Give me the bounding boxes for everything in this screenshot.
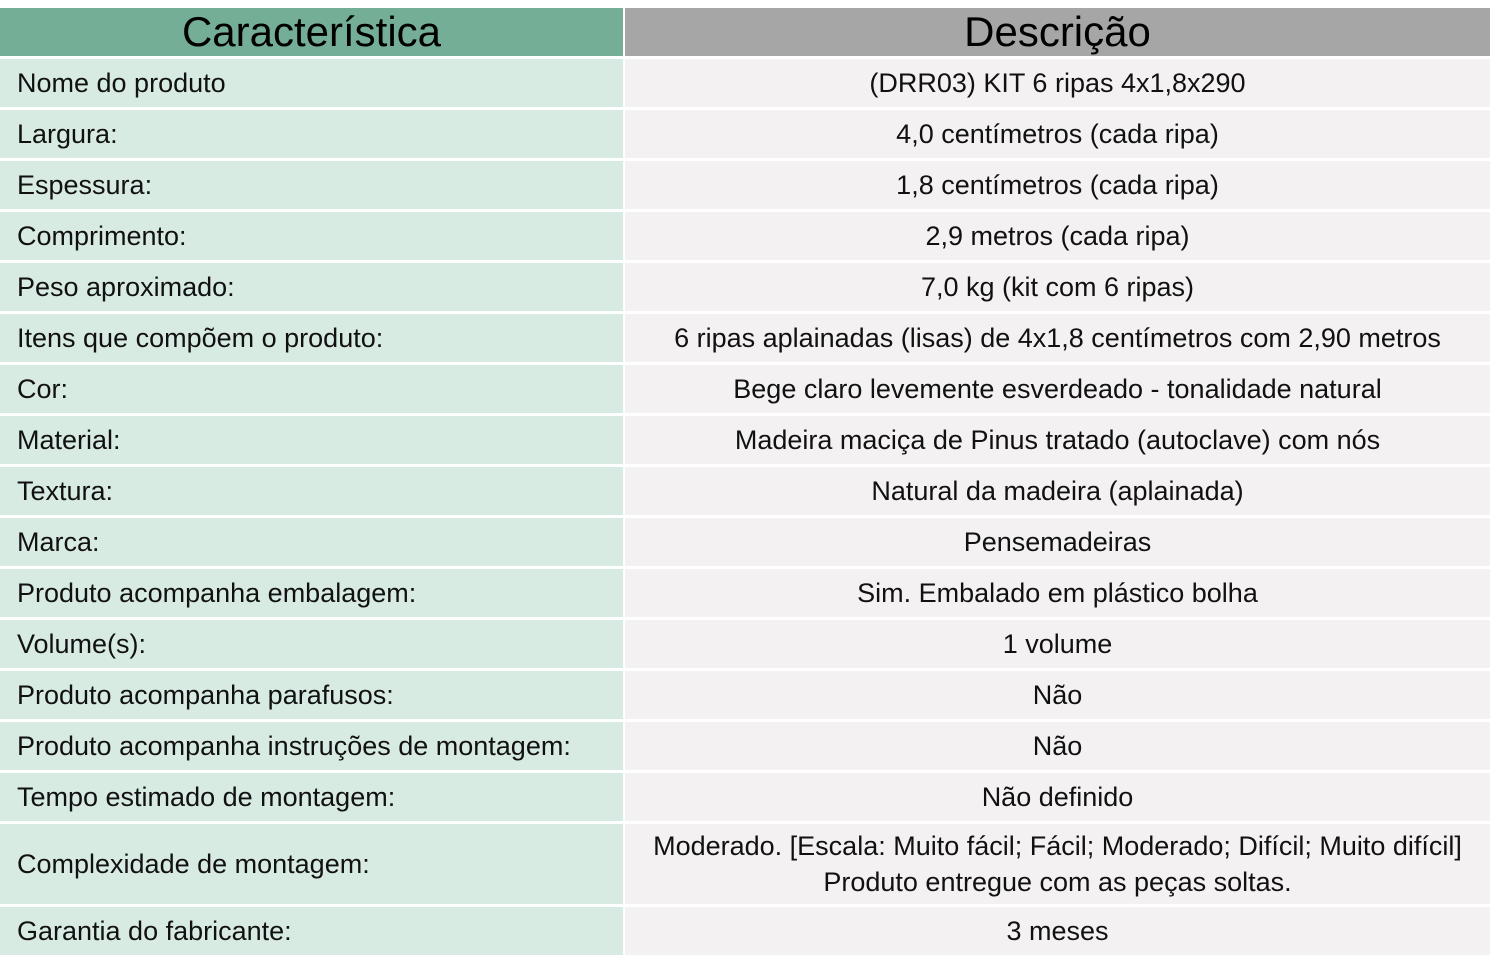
feature-cell: Tempo estimado de montagem: <box>0 770 625 821</box>
table-row <box>0 904 1490 955</box>
feature-cell: Cor: <box>0 362 625 413</box>
feature-cell: Marca: <box>0 515 625 566</box>
table-row <box>0 209 1490 260</box>
description-cell: (DRR03) KIT 6 ripas 4x1,8x290 <box>625 56 1490 107</box>
feature-cell: Textura: <box>0 464 625 515</box>
specs-table <box>0 8 1490 955</box>
table-row <box>0 821 1490 904</box>
table-row <box>0 56 1490 107</box>
feature-cell: Espessura: <box>0 158 625 209</box>
table-row <box>0 260 1490 311</box>
description-cell: Natural da madeira (aplainada) <box>625 464 1490 515</box>
table-row <box>0 668 1490 719</box>
table-row <box>0 311 1490 362</box>
description-cell: 3 meses <box>625 904 1490 955</box>
feature-cell: Largura: <box>0 107 625 158</box>
description-cell: 2,9 metros (cada ripa) <box>625 209 1490 260</box>
feature-cell: Garantia do fabricante: <box>0 904 625 955</box>
feature-cell: Itens que compõem o produto: <box>0 311 625 362</box>
description-cell: 4,0 centímetros (cada ripa) <box>625 107 1490 158</box>
feature-cell: Volume(s): <box>0 617 625 668</box>
description-cell: Bege claro levemente esverdeado - tonalidade natural <box>625 362 1490 413</box>
table-row <box>0 107 1490 158</box>
header-description: Descrição <box>625 8 1490 56</box>
description-line: Moderado. [Escala: Muito fácil; Fácil; Moderado; Difícil; Muito difícil] <box>653 831 1462 861</box>
description-cell: 6 ripas aplainadas (lisas) de 4x1,8 centímetros com 2,90 metros <box>625 311 1490 362</box>
feature-cell: Produto acompanha instruções de montagem: <box>0 719 625 770</box>
description-cell: 1 volume <box>625 617 1490 668</box>
description-cell: Sim. Embalado em plástico bolha <box>625 566 1490 617</box>
table-row <box>0 158 1490 209</box>
feature-cell: Comprimento: <box>0 209 625 260</box>
table-row <box>0 464 1490 515</box>
description-cell: 7,0 kg (kit com 6 ripas) <box>625 260 1490 311</box>
table-row <box>0 617 1490 668</box>
description-cell: Não definido <box>625 770 1490 821</box>
table-row <box>0 770 1490 821</box>
feature-cell: Complexidade de montagem: <box>0 821 625 904</box>
description-cell: Madeira maciça de Pinus tratado (autoclave) com nós <box>625 413 1490 464</box>
description-cell <box>625 821 1490 904</box>
description-cell: 1,8 centímetros (cada ripa) <box>625 158 1490 209</box>
table-row <box>0 719 1490 770</box>
table-header-row <box>0 8 1490 56</box>
feature-cell: Peso aproximado: <box>0 260 625 311</box>
feature-cell: Material: <box>0 413 625 464</box>
description-cell: Não <box>625 719 1490 770</box>
table-row <box>0 362 1490 413</box>
feature-cell: Produto acompanha embalagem: <box>0 566 625 617</box>
description-cell: Não <box>625 668 1490 719</box>
description-line: Produto entregue com as peças soltas. <box>823 867 1292 897</box>
description-cell: Pensemadeiras <box>625 515 1490 566</box>
table-row <box>0 413 1490 464</box>
table-row <box>0 515 1490 566</box>
table-row <box>0 566 1490 617</box>
feature-cell: Nome do produto <box>0 56 625 107</box>
header-feature: Característica <box>0 8 625 56</box>
feature-cell: Produto acompanha parafusos: <box>0 668 625 719</box>
